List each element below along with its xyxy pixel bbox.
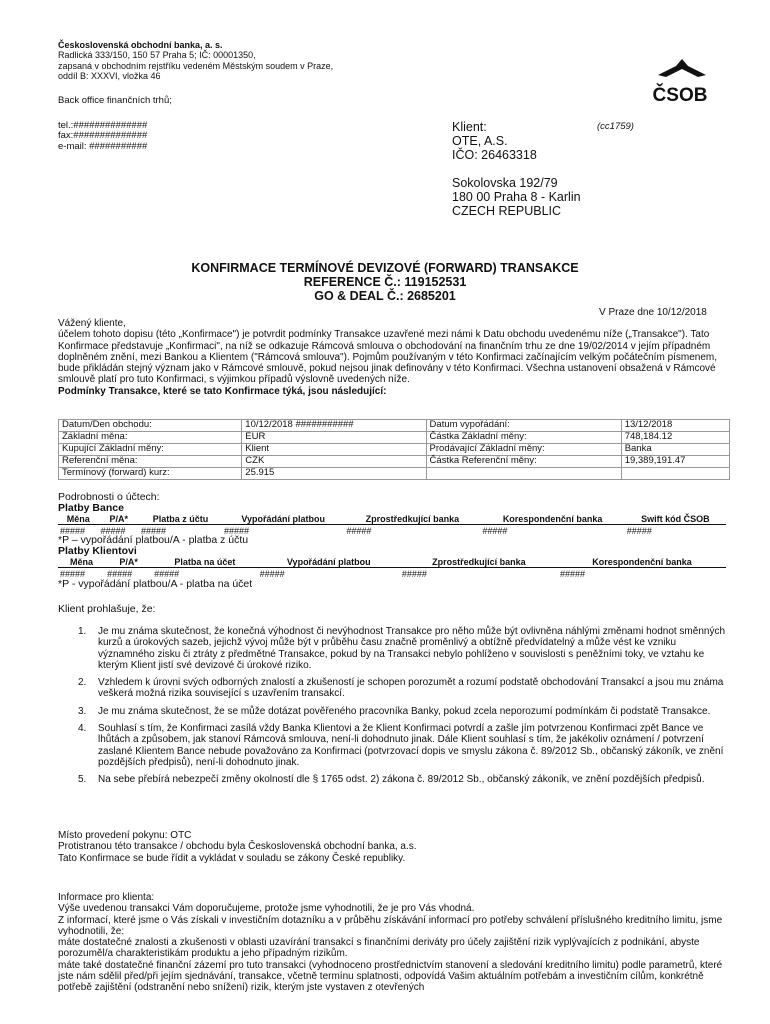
terms-cell-r-label — [426, 468, 621, 480]
client-address-line: CZECH REPUBLIC — [452, 204, 562, 218]
terms-cell-r-value: Banka — [621, 444, 729, 456]
info-line: máte také dostatečné finanční zázemí pro tuto transakci (vyhodnoceno prostřednictvím stanovení a sledování kreditního limitu) podle parametrů, které jste nám sdělil před/při jejím sjednávání, transakce, včetně termínu splatnosti, odpovídá Vašim aktuálním potřebám a investičním cílům, konkrétně potřebě zajištění (odstranění nebo snížení) rizik, kterým jste vystaven z otevřených — [58, 959, 723, 994]
execution-info — [58, 830, 417, 864]
declaration-text: Na sebe přebírá nebezpečí změny okolností dle § 1765 odst. 2) zákona č. 89/2012 Sb., občanský zákoník, ve znění pozdějších předpisů. — [98, 774, 705, 786]
terms-cell-l-label: Základní měna: — [59, 432, 242, 444]
governing-law: Tato Konfirmace se bude řídit a vykládat v souladu se zákony České republiky. — [58, 852, 406, 864]
title-line-1: KONFIRMACE TERMÍNOVÉ DEVIZOVÉ (FORWARD) TRANSAKCE — [191, 261, 579, 275]
bank-address-line: oddíl B: XXXVI, vložka 46 — [58, 71, 161, 82]
declaration-text: Je mu známa skutečnost, že konečná výhodnost či nevýhodnost Transakce pro něho může být ovlivněna náhlými změnami hodnot směnných kurzů a úrokových sazeb, jejichž vývoj může být v průběhu času značně proměnlivý a obtížně předvídatelný a může vést ke vzniku významného zisku či ztráty z předmětné Transakce, pokud by na Transakci nebylo pohlíženo v souvislosti s peněžními toky, ve vztahu ke kterým Klient jistí své devizové či úrokové riziko. — [98, 626, 726, 671]
document-title — [0, 262, 770, 303]
bank-payments-note: *P – vypořádání platbou/A - platba z účtu — [58, 534, 249, 546]
declaration-item — [78, 723, 730, 768]
date-line: V Praze dne 10/12/2018 — [599, 307, 707, 318]
terms-cell-r-label: Prodávající Základní měny: — [426, 444, 621, 456]
client-header-cell: Platba na účet — [152, 557, 257, 568]
bank-data-cell: ##### — [626, 525, 652, 536]
client-label: Klient: — [452, 120, 487, 134]
contact-tel: tel.:############## — [58, 120, 148, 131]
bank-address-line: Radlická 333/150, 150 57 Praha 5; IČ: 00001350, — [58, 50, 256, 61]
terms-row — [59, 456, 730, 468]
client-header-cell: Vypořádání platbou — [258, 557, 400, 568]
terms-cell-l-label: Termínový (forward) kurz: — [59, 468, 242, 480]
declaration-number: 5. — [78, 774, 87, 786]
client-block — [452, 120, 581, 218]
title-go-deal: GO & DEAL Č.: 2685201 — [314, 288, 456, 303]
bank-payments-title: Platby Bance — [58, 502, 124, 514]
terms-cell-l-label: Datum/Den obchodu: — [59, 420, 242, 432]
declaration-list — [78, 626, 730, 792]
terms-cell-r-value: 19,389,191.47 — [621, 456, 729, 468]
info-line: Výše uvedenou transakci Vám doporučujeme, protože jsme vyhodnotili, že je pro Vás vhodná. — [58, 903, 475, 915]
title-reference: REFERENCE Č.: 119152531 — [303, 274, 467, 289]
contact-fax: fax:############## — [58, 130, 148, 142]
client-data-cell: ##### — [259, 568, 285, 579]
declaration-item — [78, 706, 730, 717]
bank-address-line: zapsaná v obchodním rejstříku vedeném Městským soudem v Praze, — [58, 60, 334, 71]
declaration-text: Vzhledem k úrovni svých odborných znalostí a zkušeností je schopen porozumět a rozumí podstatě obchodování Transakcí a jsou mu známa veškerá možná rizika související s uzavřením transakcí. — [98, 677, 724, 700]
info-line: máte dostatečné znalosti a zkušenosti v oblasti uzavírání transakcí s finančními deriváty pro účely zajištění rizik vyplývajících z podnikání, abyste porozuměl/a charakteristikám produktu a jeho případným rizikům. — [58, 937, 700, 960]
bank-header-cell: Měna — [58, 514, 99, 525]
client-code: (cc1759) — [597, 121, 634, 132]
bank-contacts — [58, 121, 147, 152]
client-information — [58, 892, 730, 994]
greeting: Vážený kliente, — [58, 318, 126, 329]
bank-header-cell: Vypořádání platbou — [222, 514, 344, 525]
client-address-line: 180 00 Praha 8 - Karlin — [452, 190, 581, 204]
client-payments-table — [58, 557, 726, 579]
bank-header-cell: P/A* — [99, 514, 140, 525]
declaration-text: Je mu známa skutečnost, že se může dotázat pověřeného pracovníka Banky, pokud zcela neporozumí podmínkám či podstatě Transakce. — [98, 705, 711, 717]
terms-cell-l-value: EUR — [242, 432, 426, 444]
declaration-item — [78, 626, 730, 671]
bank-header-cell: Zprostředkující banka — [344, 514, 480, 525]
terms-cell-r-label: Částka Referenční měny: — [426, 456, 621, 468]
bank-data-cell: ##### — [346, 525, 372, 536]
declaration-number: 1. — [78, 626, 87, 637]
department: Back office finančních trhů; — [58, 95, 172, 106]
bank-data-cell: ##### — [141, 525, 167, 536]
declaration-number: 2. — [78, 677, 87, 689]
terms-cell-l-value: 10/12/2018 ########### — [242, 420, 426, 432]
terms-row — [59, 444, 730, 456]
info-line: Z informací, které jsme o Vás získali v investičním dotazníku a v průběhu získávání informací pro potřeby schválení příslušného kreditního limitu, jsme vyhodnotili, že: — [58, 914, 723, 937]
declaration-text: Souhlasí s tím, že Konfirmaci zasílá vždy Banka Klientovi a že Klient Konfirmaci potvrdí a zašle jím potvrzenou Konfirmaci zpět Bance ve lhůtách a způsobem, jak stanoví Rámcová smlouva, není-li dohodnuto jinak. Dále Klient souhlasí s tím, že jakékoliv oznámení / potvrzení zaslané Klientem Bance nebude považováno za Konfirmaci (potvrzovací dopis ve smyslu zákona č. 89/2012 Sb., občanský zákoník, ve znění pozdějších předpisů), není-li dohodnuto jinak. — [98, 723, 724, 768]
client-data-cell: ##### — [60, 568, 86, 579]
terms-cell-r-label: Částka Základní měny: — [426, 432, 621, 444]
bank-data-cell: ##### — [60, 525, 86, 536]
terms-cell-r-label: Datum vypořádání: — [426, 420, 621, 432]
bank-header-cell: Platba z účtu — [139, 514, 222, 525]
terms-cell-r-value: 13/12/2018 — [621, 420, 729, 432]
terms-cell-l-value: CZK — [242, 456, 426, 468]
terms-cell-l-value: Klient — [242, 444, 426, 456]
accounts-label: Podrobnosti o účtech: — [58, 491, 160, 503]
bank-name: Československá obchodní banka, a. s. — [58, 40, 223, 50]
execution-place: Místo provedení pokynu: OTC — [58, 830, 192, 841]
declaration-number: 4. — [78, 723, 87, 735]
client-data-cell: ##### — [401, 568, 427, 579]
client-address-line: Sokolovska 192/79 — [452, 176, 558, 190]
bank-header-cell: Korespondenční banka — [480, 514, 624, 525]
bank-header-row — [58, 514, 726, 525]
declaration-heading: Klient prohlašuje, že: — [58, 603, 156, 615]
terms-cell-l-label: Referenční měna: — [59, 456, 242, 468]
client-header-cell: Korespondenční banka — [558, 557, 726, 568]
client-payments-title: Platby Klientovi — [58, 545, 137, 557]
terms-cell-l-value: 25.915 — [242, 468, 426, 480]
client-header-cell: Měna — [58, 557, 105, 568]
client-data-cell: ##### — [107, 568, 133, 579]
declaration-item — [78, 677, 730, 700]
bank-payments-table — [58, 514, 726, 536]
conditions-heading: Podmínky Transakce, které se tato Konfirmace týká, jsou následující: — [58, 385, 387, 397]
logo-text: ČSOB — [652, 85, 708, 105]
client-name: OTE, A.S. — [452, 134, 508, 148]
csob-logo — [642, 55, 718, 105]
contact-email: e-mail: ########### — [58, 140, 148, 152]
bank-data-cell: ##### — [100, 525, 126, 536]
info-heading: Informace pro klienta: — [58, 892, 155, 903]
client-data-cell: ##### — [154, 568, 180, 579]
declaration-item — [78, 774, 730, 785]
bank-header — [58, 40, 333, 81]
terms-cell-r-value: 748,184.12 — [621, 432, 729, 444]
client-header-cell: Zprostředkující banka — [400, 557, 558, 568]
terms-row — [59, 432, 730, 444]
bank-data-cell: ##### — [482, 525, 508, 536]
terms-cell-l-label: Kupující Základní měny: — [59, 444, 242, 456]
client-header-cell: P/A* — [105, 557, 152, 568]
terms-row — [59, 468, 730, 480]
terms-row — [59, 420, 730, 432]
client-data-cell: ##### — [560, 568, 586, 579]
bank-data-cell: ##### — [224, 525, 250, 536]
client-header-row — [58, 557, 726, 568]
declaration-number: 3. — [78, 705, 87, 717]
counterparty: Protistranou této transakce / obchodu byla Československá obchodní banka, a.s. — [58, 841, 417, 853]
csob-wave-icon — [642, 55, 718, 105]
client-ico: IČO: 26463318 — [452, 148, 537, 162]
bank-header-cell: Swift kód ČSOB — [625, 514, 726, 525]
intro-body: účelem tohoto dopisu (této „Konfirmace") je potvrdit podmínky Transakce uzavřené mezi námi k Datu obchodu uvedenému níže („Transakce"). Tato Konfirmace představuje „Konfirmaci", na níž se odkazuje Rámcová smlouva o obchodování na finančním trhu ze dne 19/02/2014 v jejím případném doplněném znění, mezi Bankou a Klientem ("Rámcová smlouva"). Pojmům používaným v této Konfirmaci začínajícím velkým počátečním písmenem, bude přikládán stejný význam jako v Rámcové smlouvě, pokud nejsou jinak definovány v této Konfirmaci. Všechna ustanovení obsažená v Rámcové smlouvě platí pro tuto Konfirmaci, s výjimkou případů výslovně uvedených níže. — [58, 329, 718, 386]
terms-cell-r-value — [621, 468, 729, 480]
intro-section — [58, 318, 730, 397]
client-payments-note: *P - vypořádání platbou/A - platba na účet — [58, 578, 253, 590]
transaction-terms-table — [58, 419, 730, 480]
